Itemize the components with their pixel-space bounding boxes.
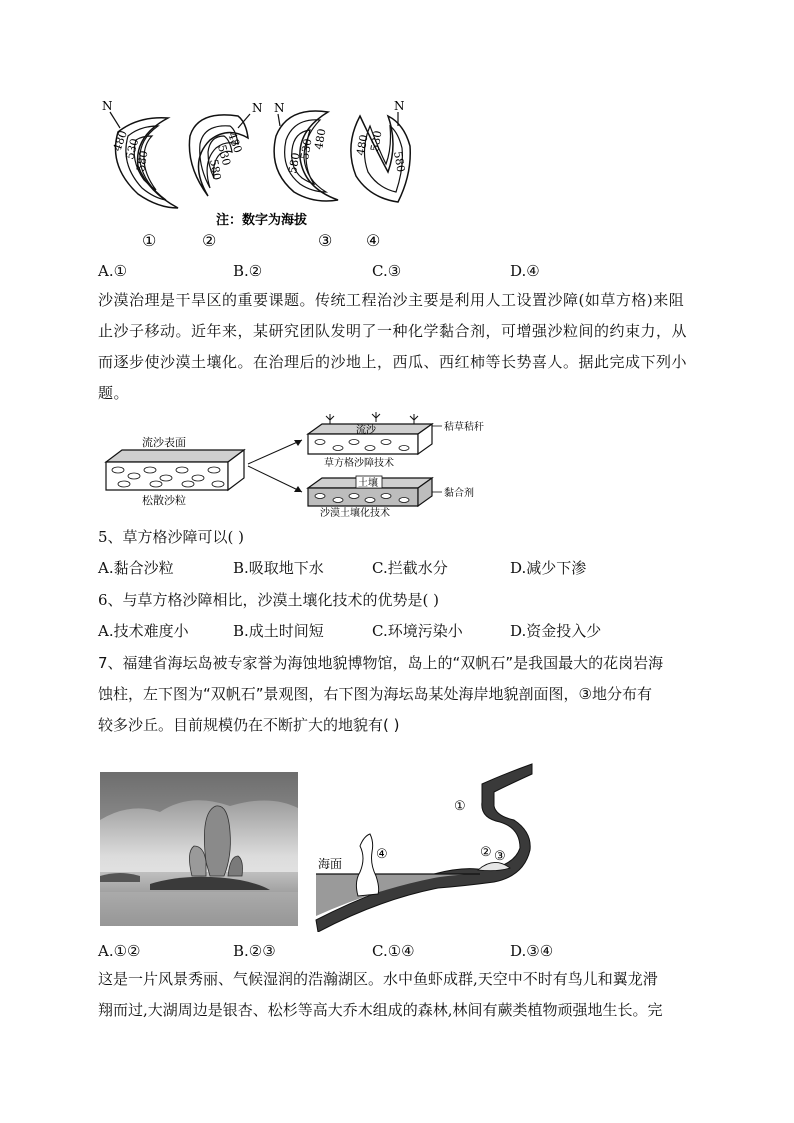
figure-label-1: ① [142,231,157,250]
contour-label: 580 [207,158,224,182]
q4-option-a[interactable]: A.① [98,262,128,280]
q5-stem: 5、草方格沙障可以( ) [98,528,245,546]
figure-label-3: ③ [318,231,333,250]
label-soil: 土壤 [358,478,378,489]
q7-option-c[interactable]: C.①④ [372,942,415,960]
q6-option-d[interactable]: D.资金投入少 [510,622,602,640]
q7-stem-line-3: 较多沙丘。目前规模仍在不断扩大的地貌有( ) [98,716,400,734]
q6-stem: 6、与草方格沙障相比，沙漠土壤化技术的优势是( ) [98,591,440,609]
contour-label: 580 [286,151,303,175]
dune-2 [189,101,262,196]
contour-label: 580 [391,150,408,174]
q4-option-c[interactable]: C.③ [372,262,402,280]
sand-technique-figure [98,412,528,520]
q4-option-d[interactable]: D.④ [510,262,540,280]
north-label-1: N [102,99,113,113]
passage-lake-line-1: 这是一片风景秀丽、气候湿润的浩瀚湖区。水中鱼虾成群,天空中不时有鸟儿和翼龙滑 [98,970,658,988]
q5-option-d[interactable]: D.减少下渗 [510,559,587,577]
caption-straw-checkerboard: 草方格沙障技术 [324,458,394,469]
label-adhesive: 黏合剂 [444,488,474,499]
q5-option-c[interactable]: C.拦截水分 [372,559,448,577]
dune-1 [102,99,178,208]
figure-note: 注：数字为海拔 [216,213,308,228]
label-landform-4: ④ [376,847,388,862]
label-loose-sand: 松散沙粒 [142,494,186,507]
contour-label: 530 [368,129,385,153]
contour-label: 530 [123,137,142,161]
q4-option-b[interactable]: B.② [233,262,263,280]
north-label-4: N [394,99,405,113]
passage-desert-control: 沙漠治理是干旱区的重要课题。传统工程治沙主要是利用人工设置沙障(如草方格)来阻止沙子移动。近年来，某研究团队发明了一种化学黏合剂，可增强沙粒间的约束力，从而逐步使沙漠土壤化。在治理后的沙地上，西瓜、西红柿等长势喜人。据此完成下列小题。 [98,291,688,402]
label-flowing-sand: 流沙 [356,425,376,436]
label-landform-3: ③ [494,849,506,864]
dune-3 [274,101,338,201]
coastal-profile-figure [314,762,534,932]
q7-option-a[interactable]: A.①② [98,942,141,960]
q7-option-d[interactable]: D.③④ [510,942,554,960]
dune-contour-figure [98,96,418,256]
q6-option-c[interactable]: C.环境污染小 [372,622,463,640]
q6-option-a[interactable]: A.技术难度小 [98,622,189,640]
contour-label: 480 [312,127,329,151]
contour-label: 580 [134,149,151,173]
contour-label: 530 [298,137,315,161]
north-label-3: N [274,101,285,115]
contour-label: 530 [215,143,234,168]
dune-4 [351,99,410,202]
q7-stem-line-1: 7、福建省海坛岛被专家誉为海蚀地貌博物馆，岛上的“双帆石”是我国最大的花岗岩海 [98,654,664,672]
figure-label-4: ④ [366,231,381,250]
contour-label: 480 [225,130,245,155]
label-straw: 秸草秸秆 [444,422,484,433]
figure-label-2: ② [202,231,217,250]
q6-option-b[interactable]: B.成土时间短 [233,622,324,640]
twin-sail-rock-photo [100,772,298,926]
caption-soilification: 沙漠土壤化技术 [320,508,390,519]
q7-stem-line-2: 蚀柱，左下图为“双帆石”景观图，右下图为海坛岛某处海岸地貌剖面图，③地分布有 [98,685,652,703]
label-sea-level: 海面 [318,857,343,871]
label-landform-1: ① [454,799,466,814]
label-flowing-sand-surface: 流沙表面 [142,436,186,449]
north-label-2: N [252,101,263,115]
label-landform-2: ② [480,845,492,860]
contour-label: 480 [110,128,131,154]
q5-option-a[interactable]: A.黏合沙粒 [98,559,174,577]
q7-option-b[interactable]: B.②③ [233,942,276,960]
q5-option-b[interactable]: B.吸取地下水 [233,559,324,577]
passage-lake-line-2: 翔而过,大湖周边是银杏、松杉等高大乔木组成的森林,林间有蕨类植物顽强地生长。完 [98,1001,663,1019]
contour-label: 480 [354,133,371,157]
